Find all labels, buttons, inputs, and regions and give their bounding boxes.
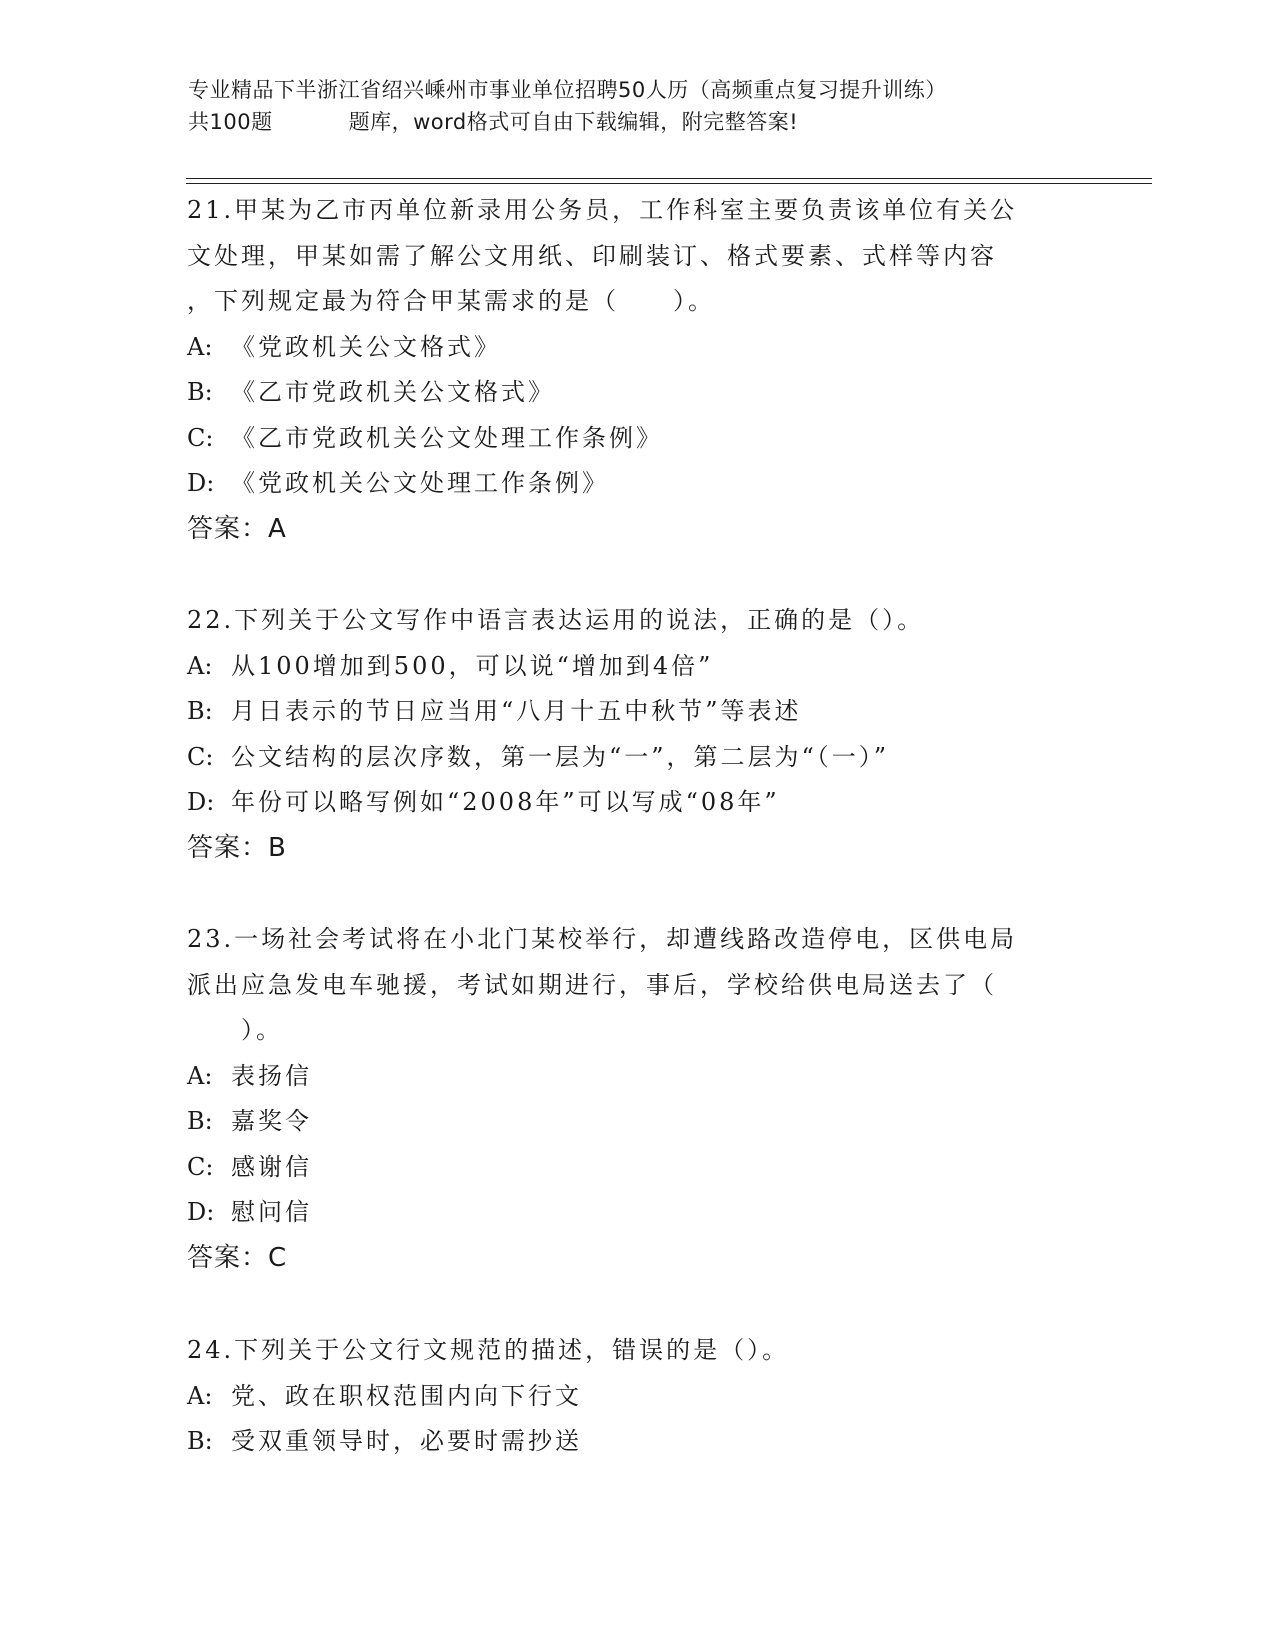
question-stem-line: 24.下列关于公文行文规范的描述，错误的是（）。 — [187, 1336, 790, 1364]
option-text: 表扬信 — [231, 1061, 312, 1090]
header-description: 题库，word格式可自由下载编辑，附完整答案! — [348, 110, 799, 134]
header-subtitle-line — [188, 106, 1088, 138]
question-22 — [187, 598, 1087, 871]
option-key: A: — [187, 651, 213, 680]
answer-line: 答案：C — [187, 1242, 288, 1273]
header-title-line: 专业精品下半浙江省绍兴嵊州市事业单位招聘50人历（高频重点复习提升训练） — [188, 78, 947, 102]
option-text: 《党政机关公文处理工作条例》 — [231, 469, 609, 497]
option-a — [187, 325, 1087, 371]
question-stem-line: 23.一场社会考试将在小北门某校举行，却遭线路改造停电，区供电局 — [187, 925, 1018, 953]
option-key: B: — [187, 1107, 213, 1135]
answer-line: 答案：B — [187, 832, 287, 863]
option-a — [187, 644, 1087, 690]
option-text: 从100增加到500，可以说“增加到4倍” — [231, 651, 714, 680]
option-a — [187, 1054, 1087, 1100]
option-key: A: — [187, 332, 213, 361]
question-stem-line: ）。 — [241, 1016, 283, 1044]
option-b — [187, 370, 1087, 416]
question-stem-line: 派出应急发电车驰援，考试如期进行，事后，学校给供电局送去了（ — [187, 970, 997, 999]
option-key: C: — [187, 742, 214, 771]
option-key: B: — [187, 1427, 213, 1455]
option-c — [187, 1145, 1087, 1191]
option-key: D: — [187, 469, 215, 497]
option-key: B: — [187, 378, 213, 406]
question-23 — [187, 917, 1087, 1281]
option-text: 嘉奖令 — [231, 1107, 312, 1135]
option-text: 感谢信 — [231, 1152, 312, 1181]
option-key: C: — [187, 423, 214, 452]
question-stem-line: ，下列规定最为符合甲某需求的是（ ）。 — [187, 287, 715, 315]
option-b — [187, 1099, 1087, 1145]
option-text: 《党政机关公文格式》 — [231, 332, 501, 361]
header-divider-bottom — [186, 183, 1152, 184]
question-24 — [187, 1328, 1087, 1465]
option-d — [187, 1190, 1087, 1236]
option-d — [187, 461, 1087, 507]
question-stem-line: 22.下列关于公文写作中语言表达运用的说法，正确的是（）。 — [187, 606, 925, 634]
option-key: A: — [187, 1381, 213, 1410]
option-c — [187, 735, 1087, 781]
option-text: 月日表示的节日应当用“八月十五中秋节”等表述 — [231, 697, 802, 725]
option-key: D: — [187, 788, 215, 816]
option-text: 《乙市党政机关公文处理工作条例》 — [231, 423, 663, 452]
option-text: 公文结构的层次序数，第一层为“一”，第二层为“（一）” — [231, 742, 890, 771]
option-c — [187, 416, 1087, 462]
option-b — [187, 689, 1087, 735]
option-key: A: — [187, 1061, 213, 1090]
question-21 — [187, 188, 1087, 552]
option-text: 《乙市党政机关公文格式》 — [231, 378, 555, 406]
option-text: 受双重领导时，必要时需抄送 — [231, 1427, 582, 1455]
header-question-count: 共100题 — [188, 110, 273, 134]
question-stem-line: 21.甲某为乙市丙单位新录用公务员，工作科室主要负责该单位有关公 — [187, 196, 1018, 224]
option-key: B: — [187, 697, 213, 725]
option-d — [187, 780, 1087, 826]
option-b — [187, 1419, 1087, 1465]
option-text: 慰问信 — [231, 1198, 312, 1226]
header-divider-top — [186, 178, 1152, 179]
option-text: 年份可以略写例如“2008年”可以写成“08年” — [231, 788, 780, 816]
document-header — [188, 74, 1088, 138]
option-key: C: — [187, 1152, 214, 1181]
question-stem-line: 文处理，甲某如需了解公文用纸、印刷装订、格式要素、式样等内容 — [187, 241, 997, 270]
option-a — [187, 1374, 1087, 1420]
option-key: D: — [187, 1198, 215, 1226]
option-text: 党、政在职权范围内向下行文 — [231, 1381, 582, 1410]
answer-line: 答案：A — [187, 513, 287, 544]
